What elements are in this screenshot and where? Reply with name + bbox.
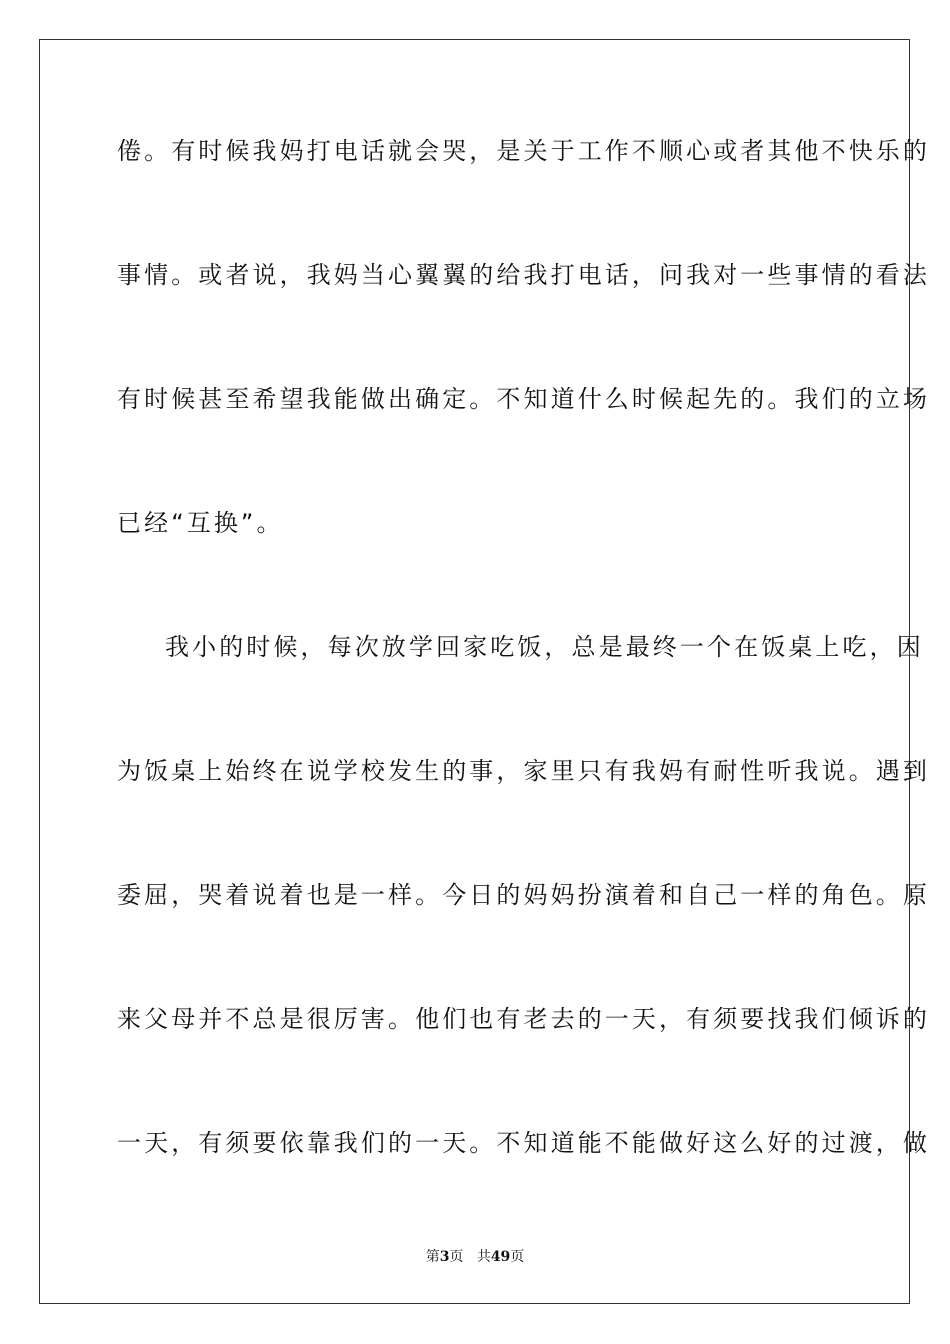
body-line-1: 倦。有时候我妈打电话就会哭，是关于工作不顺心或者其他不快乐的 — [117, 137, 930, 165]
body-line-5: 我小的时候，每次放学回家吃饭，总是最终一个在饭桌上吃，因 — [165, 633, 924, 661]
page-border — [39, 39, 930, 1304]
page-suffix: 页 — [449, 1249, 464, 1265]
page-footer — [0, 1248, 950, 1266]
total-prefix: 共 — [476, 1249, 491, 1265]
body-line-2: 事情。或者说，我妈当心翼翼的给我打电话，问我对一些事情的看法 — [117, 261, 930, 289]
page-current: 3 — [439, 1249, 450, 1265]
body-line-9: 一天，有须要依靠我们的一天。不知道能不能做好这么好的过渡，做 — [117, 1129, 930, 1157]
body-line-8: 来父母并不总是很厉害。他们也有老去的一天，有须要找我们倾诉的 — [117, 1005, 930, 1033]
body-line-7: 委屈，哭着说着也是一样。今日的妈妈扮演着和自己一样的角色。原 — [117, 881, 930, 909]
page-total: 49 — [490, 1249, 511, 1265]
body-line-4: 已经“互换”。 — [117, 509, 284, 537]
body-line-6: 为饭桌上始终在说学校发生的事，家里只有我妈有耐性听我说。遇到 — [117, 757, 930, 785]
page-prefix: 第 — [425, 1249, 440, 1265]
total-suffix: 页 — [510, 1249, 525, 1265]
body-line-3: 有时候甚至希望我能做出确定。不知道什么时候起先的。我们的立场 — [117, 385, 930, 413]
